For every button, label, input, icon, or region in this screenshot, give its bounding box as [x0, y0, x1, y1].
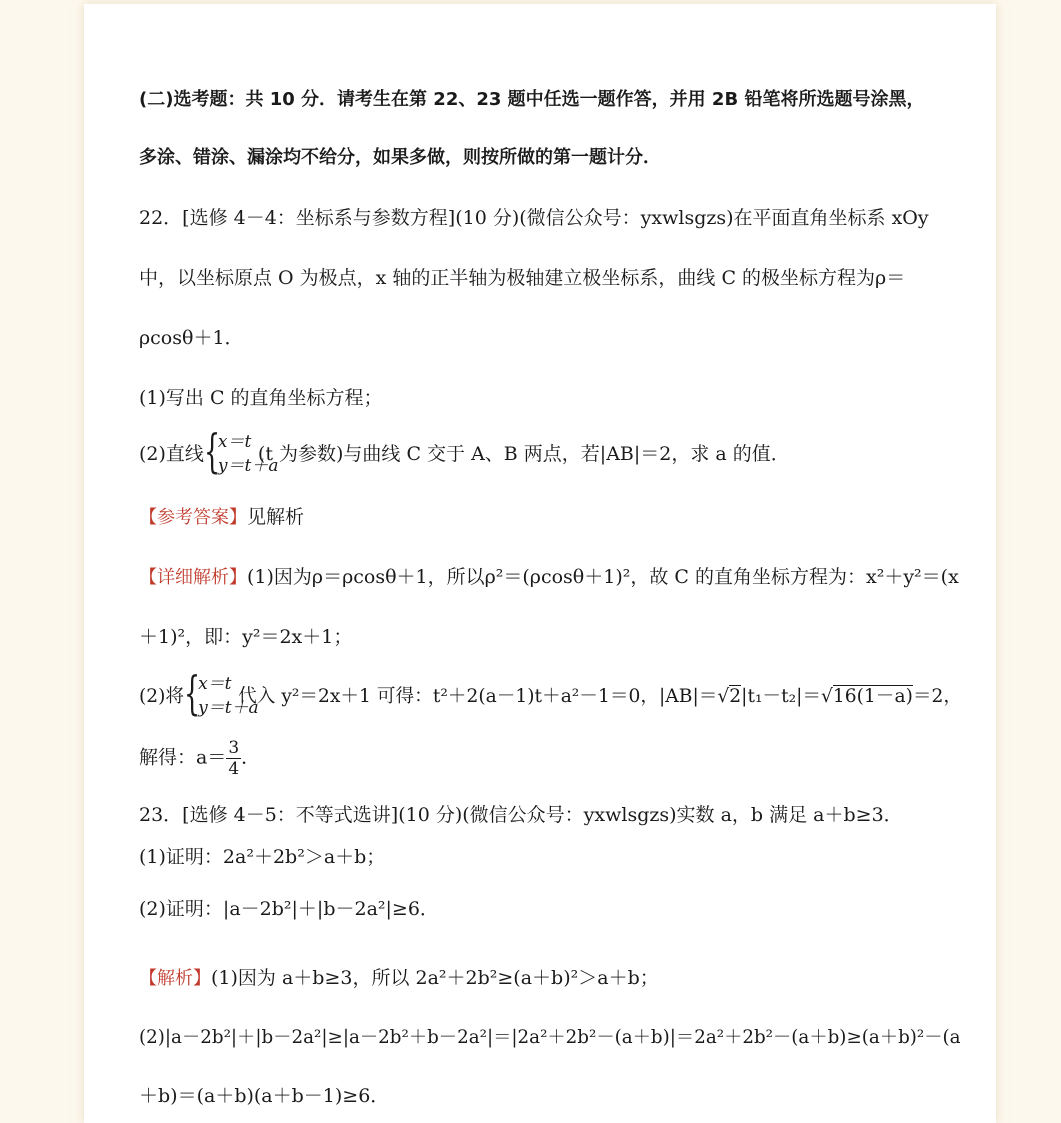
- system-eq-1: x＝t: [198, 674, 232, 694]
- fraction-numerator: 3: [228, 738, 240, 758]
- analysis-label: 【详细解析】: [139, 567, 247, 588]
- q23-part-2: (2)证明：|a－2b²|＋|b－2a²|≥6．: [139, 898, 439, 920]
- q22-analysis-line-1: [139, 565, 959, 590]
- q23-line-1: 23．[选修 4－5：不等式选讲](10 分)(微信公众号：yxwlsgzs)实数 a，b 满足 a＋b≥3．: [139, 804, 903, 826]
- section-header-line-2: 多涂、错涂、漏涂均不给分，如果多做，则按所做的第一题计分．: [139, 147, 661, 168]
- system-eq-2: y＝t＋a: [217, 456, 279, 476]
- fraction-denominator: 4: [228, 759, 240, 779]
- analysis-2-end: ＝2，: [912, 686, 963, 707]
- q23-analysis-line-3: ＋b)＝(a＋b)(a＋b－1)≥6．: [139, 1085, 390, 1107]
- q23-analysis-line-1: [139, 966, 659, 991]
- q22-line-2: 中，以坐标原点 O 为极点，x 轴的正半轴为极轴建立极坐标系，曲线 C 的极坐标方程为ρ＝: [139, 267, 906, 289]
- sqrt-radicand-1: 2: [729, 686, 742, 707]
- q22-solution: [139, 738, 260, 779]
- analysis-2-mid-2: |t₁－t₂|＝√: [741, 686, 833, 707]
- section-header-line-1: (二)选考题：共 10 分．请考生在第 22、23 题中任选一题作答，并用 2B 铅笔将所选题号涂黑，: [139, 89, 925, 110]
- q23-analysis-label: 【解析】: [139, 968, 211, 989]
- q22-line-1: 22．[选修 4－4：坐标系与参数方程](10 分)(微信公众号：yxwlsgzs)在平面直角坐标系 xOy: [139, 207, 929, 229]
- solve-prefix: 解得：a＝: [139, 746, 227, 769]
- fraction: [226, 738, 241, 779]
- left-brace-icon: {: [203, 424, 221, 478]
- solve-end: ．: [241, 746, 261, 769]
- exam-page: [84, 4, 996, 1123]
- q22-analysis-part-2: [139, 666, 963, 720]
- q23-analysis-text-1: (1)因为 a＋b≥3，所以 2a²＋2b²≥(a＋b)²＞a＋b；: [211, 967, 659, 989]
- line-equation-system: [203, 424, 279, 478]
- analysis-2-mid: 代入 y²＝2x＋1 可得：t²＋2(a－1)t＋a²－1＝0，|AB|＝√: [238, 686, 730, 707]
- left-brace-icon: {: [184, 666, 201, 720]
- q22-answer: [139, 505, 304, 530]
- q22-part-2-prefix: (2)直线: [139, 443, 204, 465]
- substitution-system: [184, 666, 259, 720]
- answer-label: 【参考答案】: [139, 507, 247, 528]
- q22-analysis-line-2: ＋1)²，即：y²＝2x＋1；: [139, 626, 353, 648]
- sqrt-radicand-2: 16(1－a): [832, 686, 913, 707]
- q22-line-3: ρcosθ＋1．: [139, 327, 244, 349]
- q22-part-2-suffix: (t 为参数)与曲线 C 交于 A、B 两点，若|AB|＝2，求 a 的值．: [257, 443, 790, 465]
- q23-analysis-line-2: (2)|a－2b²|＋|b－2a²|≥|a－2b²＋b－2a²|＝|2a²＋2b²－(a＋b)|＝2a²＋2b²－(a＋b)≥(a＋b)²－(a: [139, 1027, 961, 1048]
- q23-part-1: (1)证明：2a²＋2b²＞a＋b；: [139, 846, 386, 868]
- analysis-2-prefix: (2)将: [139, 686, 185, 707]
- q22-part-2: [139, 424, 790, 478]
- answer-text: 见解析: [247, 506, 305, 528]
- system-eq-1: x＝t: [217, 432, 252, 452]
- q22-part-1: (1)写出 C 的直角坐标方程；: [139, 387, 383, 409]
- analysis-text-1: (1)因为ρ＝ρcosθ＋1，所以ρ²＝(ρcosθ＋1)²，故 C 的直角坐标方程为：x²＋y²＝(x: [247, 566, 959, 588]
- system-eq-2: y＝t＋a: [198, 698, 259, 718]
